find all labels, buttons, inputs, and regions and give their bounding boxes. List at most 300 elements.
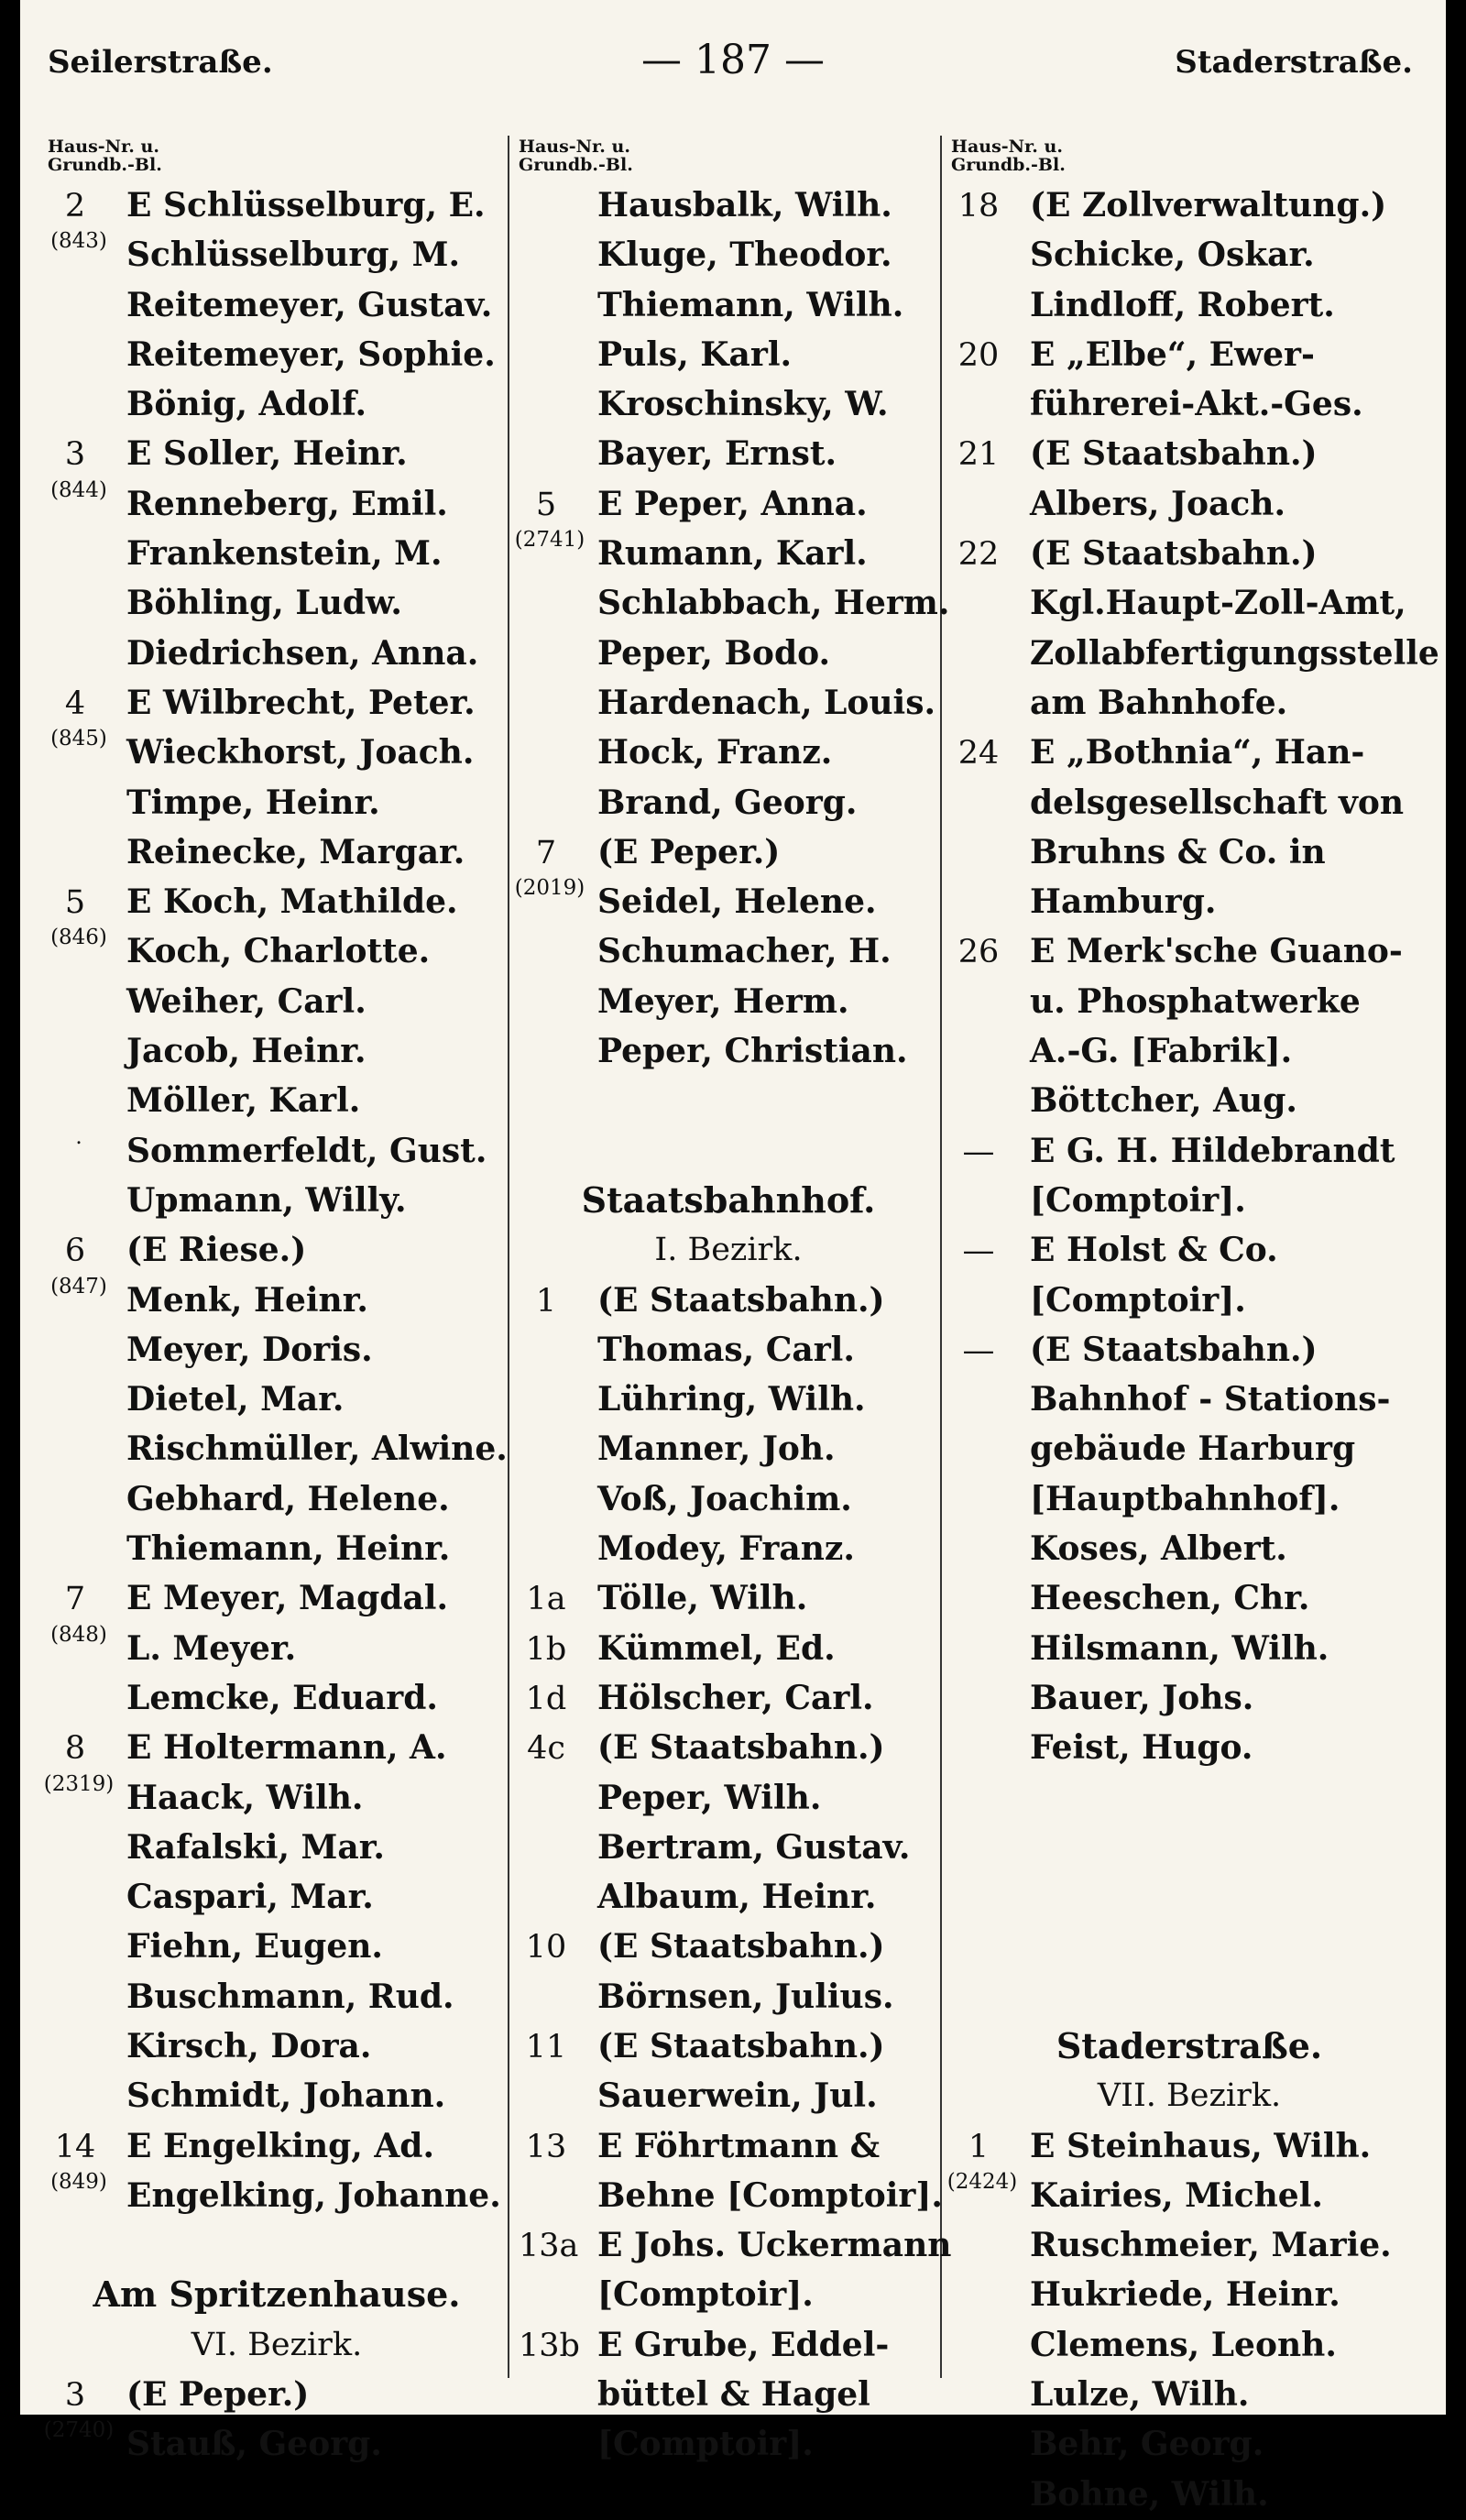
resident-name: A.-G. [Fabrik]. (1030, 1032, 1293, 1071)
entry-row (48, 2371, 506, 2420)
house-number: 8 (64, 1730, 86, 1768)
resident-name: E G. H. Hildebrandt (1030, 1131, 1395, 1170)
resident-name: Timpe, Heinr. (126, 783, 380, 822)
entry-row (48, 1375, 506, 1425)
resident-name: Böhling, Ludw. (126, 584, 402, 623)
resident-name: Zollabfertigungsstelle (1030, 633, 1439, 673)
entry-row (519, 1425, 938, 1474)
resident-name: Menk, Heinr. (126, 1280, 368, 1320)
resident-name: Reitemeyer, Sophie. (126, 334, 496, 374)
resident-name: (E Riese.) (126, 1231, 307, 1270)
entry-row (48, 1622, 506, 1674)
house-number: 1a (526, 1581, 566, 1618)
resident-name: Koch, Charlotte. (126, 932, 431, 971)
resident-name: Hock, Franz. (597, 733, 833, 772)
house-number: 6 (64, 1233, 86, 1270)
entry-row (519, 729, 938, 778)
entry-row (951, 729, 1428, 778)
entry-row (519, 2172, 943, 2221)
land-register-number: (844) (50, 477, 107, 502)
entry-row (519, 1873, 938, 1923)
entry-row (951, 1326, 1428, 1375)
land-register-number: (843) (50, 229, 107, 254)
resident-name: Kümmel, Ed. (597, 1628, 836, 1668)
entry-row (951, 2471, 1428, 2520)
entry-row (951, 828, 1428, 878)
entry-row (519, 1276, 938, 1326)
resident-name: Wieckhorst, Joach. (126, 733, 475, 772)
entry-row (48, 1475, 506, 1525)
land-register-number: (845) (50, 727, 107, 751)
entry-row (48, 430, 506, 479)
column-2 (514, 137, 952, 2471)
entry-row (48, 579, 506, 629)
entry-row (519, 1724, 938, 1773)
resident-name: Schlabbach, Herm. (597, 584, 950, 623)
entry-row (519, 579, 950, 629)
house-number: 7 (535, 834, 557, 871)
resident-name: Brand, Georg. (597, 783, 858, 822)
entry-row (48, 2072, 506, 2121)
house-number: 3 (64, 2377, 86, 2415)
resident-name: Peper, Christian. (597, 1032, 908, 1071)
entry-row (951, 927, 1428, 977)
resident-name: Bohne, Wilh. (1030, 2474, 1269, 2514)
resident-name: Reitemeyer, Gustav. (126, 285, 493, 324)
resident-name: (E Zollverwaltung.) (1030, 186, 1387, 225)
column-header: Haus-Nr. u. Grundb.-Bl. (951, 137, 1066, 175)
column-3 (946, 137, 1439, 2520)
entry-row (951, 878, 1428, 927)
resident-name: [Comptoir]. (597, 2275, 814, 2315)
entry-row (951, 679, 1428, 729)
resident-name: Renneberg, Emil. (126, 484, 448, 523)
house-number: 22 (957, 536, 1000, 574)
house-number: — (962, 1331, 995, 1369)
entry-row (48, 1674, 506, 1724)
resident-name: Peper, Bodo. (597, 633, 831, 673)
entry-row (951, 579, 1428, 629)
entry-row (48, 281, 506, 331)
resident-name: Voß, Joachim. (597, 1479, 852, 1518)
entry-row (514, 876, 938, 927)
house-number: 26 (957, 934, 1000, 971)
land-register-number: (2019) (514, 876, 585, 901)
blank-line (519, 1127, 938, 1177)
resident-name: Kgl.Haupt-Zoll-Amt, (1030, 584, 1406, 623)
entry-row (951, 331, 1428, 380)
land-register-number: (2319) (43, 1771, 115, 1796)
resident-name: Reinecke, Margar. (126, 832, 465, 871)
resident-name: (E Staatsbahn.) (597, 2026, 885, 2065)
entry-row (951, 2271, 1428, 2320)
resident-name: Bayer, Ernst. (597, 434, 837, 474)
resident-name: Gebhard, Helene. (126, 1479, 450, 1518)
house-number: — (962, 1133, 995, 1170)
entry-row (48, 477, 506, 530)
entry-row (519, 380, 938, 430)
entry-row (519, 281, 938, 331)
entry-row (519, 978, 938, 1027)
resident-name: Dietel, Mar. (126, 1380, 345, 1419)
resident-name: E Koch, Mathilde. (126, 882, 458, 922)
resident-name: Thomas, Carl. (597, 1330, 855, 1369)
column-divider (940, 136, 942, 2378)
resident-name: E „Elbe“, Ewer- (1030, 334, 1315, 374)
entry-row (951, 2221, 1428, 2271)
entry-row (951, 1475, 1428, 1525)
land-register-number: (2740) (43, 2418, 115, 2443)
resident-name: Thiemann, Heinr. (126, 1529, 451, 1569)
entry-row (951, 1027, 1428, 1077)
house-number: 11 (525, 2028, 567, 2065)
entry-row (951, 1276, 1428, 1326)
resident-name: Diedrichsen, Anna. (126, 633, 479, 673)
column-header: Haus-Nr. u. Grundb.-Bl. (519, 137, 633, 175)
resident-name: Schlüsselburg, M. (126, 236, 460, 275)
entry-row (519, 480, 938, 530)
resident-name: E Wilbrecht, Peter. (126, 683, 476, 722)
resident-name: Böttcher, Aug. (1030, 1081, 1297, 1121)
resident-name: Behne [Comptoir]. (597, 2175, 943, 2215)
entry-row (951, 1425, 1428, 1474)
resident-name: [Hauptbahnhof]. (1030, 1479, 1340, 1518)
entry-row (951, 978, 1428, 1027)
entry-row (48, 231, 506, 280)
resident-name: Seidel, Helene. (597, 882, 877, 922)
entry-row (951, 1724, 1428, 1773)
resident-name: (E Peper.) (126, 2375, 310, 2415)
blank-line (951, 1973, 1428, 2022)
resident-name: am Bahnhofe. (1030, 683, 1288, 722)
entry-row (519, 2371, 938, 2420)
entry-row (951, 630, 1439, 679)
entry-row (951, 2321, 1428, 2371)
entry-row (519, 430, 938, 479)
resident-name: Möller, Karl. (126, 1081, 361, 1121)
running-header-right: Staderstraße. (1175, 44, 1413, 81)
entry-row (48, 1226, 506, 1276)
entry-row (946, 2169, 1428, 2221)
resident-name: Kirsch, Dora. (126, 2026, 372, 2065)
entry-row (519, 1326, 938, 1375)
land-register-number: (847) (50, 1274, 107, 1298)
resident-name: [Comptoir]. (1030, 1280, 1246, 1320)
resident-name: Lindloff, Robert. (1030, 285, 1335, 324)
blank-line (951, 1824, 1428, 1873)
land-register-number: (848) (50, 1622, 107, 1647)
entry-row (519, 331, 938, 380)
resident-name: u. Phosphatwerke (1030, 981, 1361, 1021)
house-number: 7 (64, 1581, 86, 1618)
entry-row (48, 1177, 506, 1226)
entry-row (48, 1276, 506, 1326)
entry-row (951, 530, 1428, 579)
entry-row (519, 1625, 938, 1674)
entry-row (48, 1425, 506, 1474)
resident-name: Feist, Hugo. (1030, 1728, 1253, 1768)
resident-name: E Föhrtmann & (597, 2126, 881, 2165)
entry-row (48, 978, 506, 1027)
resident-name: (E Staatsbahn.) (597, 1280, 885, 1320)
running-header-left: Seilerstraße. (48, 44, 273, 81)
resident-name: Jacob, Heinr. (126, 1032, 366, 1071)
entry-row (519, 1674, 938, 1724)
resident-name: delsgesellschaft von (1030, 783, 1405, 822)
entry-row (951, 430, 1428, 479)
district-label: VII. Bezirk. (1097, 2077, 1282, 2115)
entry-row (48, 679, 506, 729)
entry-row (519, 2221, 952, 2271)
resident-name: E Peper, Anna. (597, 484, 868, 523)
resident-name: Kroschinsky, W. (597, 385, 889, 424)
resident-name: Upmann, Willy. (126, 1180, 407, 1220)
land-register-number: (2741) (514, 528, 585, 553)
entry-row (519, 1525, 938, 1574)
resident-name: Koses, Albert. (1030, 1529, 1287, 1569)
resident-name: Engelking, Johanne. (126, 2175, 501, 2215)
resident-name: E Engelking, Ad. (126, 2126, 435, 2165)
entry-row (48, 2169, 506, 2221)
resident-name: Clemens, Leonh. (1030, 2325, 1337, 2364)
resident-name: Modey, Franz. (597, 1529, 855, 1569)
resident-name: Hamburg. (1030, 882, 1217, 922)
house-number: 24 (957, 735, 1000, 772)
entry-row (519, 2271, 938, 2320)
entry-row (951, 1177, 1428, 1226)
resident-name: Sommerfeldt, Gust. (126, 1131, 487, 1170)
resident-name: Schmidt, Johann. (126, 2076, 446, 2116)
entry-row (48, 1923, 506, 1972)
entry-row (519, 1574, 938, 1624)
resident-name: führerei-Akt.-Ges. (1030, 385, 1363, 424)
entry-row (519, 1774, 938, 1824)
resident-name: E Johs. Uckermann (597, 2226, 952, 2265)
house-number: 1b (525, 1630, 567, 1668)
resident-name: E „Bothnia“, Han- (1030, 733, 1365, 772)
resident-name: (E Staatsbahn.) (1030, 1330, 1318, 1369)
page-number: — 187 — (641, 37, 825, 83)
house-number: 4 (64, 685, 86, 722)
blank-line (951, 1923, 1428, 1972)
entry-row (519, 2072, 938, 2121)
entry-row (48, 2122, 506, 2172)
entry-row (519, 2420, 938, 2470)
resident-name: E Merk'sche Guano- (1030, 932, 1403, 971)
resident-name: Lühring, Wilh. (597, 1380, 866, 1419)
entry-row (43, 2418, 506, 2470)
resident-name: Hausbalk, Wilh. (597, 186, 892, 225)
entry-row (48, 530, 506, 579)
entry-row (48, 1525, 506, 1574)
blank-line (519, 1077, 938, 1126)
resident-name: Heeschen, Chr. (1030, 1579, 1310, 1618)
resident-name: E Schlüsselburg, E. (126, 186, 486, 225)
land-register-number: (849) (50, 2169, 107, 2194)
entry-row (951, 2371, 1428, 2420)
entry-row (48, 1824, 506, 1873)
resident-name: Rafalski, Mar. (126, 1827, 385, 1867)
resident-name: [Comptoir]. (597, 2425, 814, 2464)
resident-name: Meyer, Herm. (597, 981, 849, 1021)
street-heading: Staderstraße. (1056, 2024, 1323, 2066)
entry-row (43, 1771, 506, 1824)
house-number: 4c (527, 1730, 565, 1768)
entry-row (951, 1127, 1428, 1177)
entry-row (48, 779, 506, 828)
entry-row (951, 480, 1428, 530)
resident-name: Buschmann, Rud. (126, 1977, 454, 2016)
house-number: 21 (957, 436, 1000, 474)
directory-page (20, 0, 1446, 2514)
entry-row (48, 1724, 506, 1773)
resident-name: Hölscher, Carl. (597, 1678, 874, 1717)
resident-name: Thiemann, Wilh. (597, 285, 904, 324)
entry-row (519, 231, 938, 280)
land-register-number: (846) (50, 926, 107, 950)
entry-row (48, 1326, 506, 1375)
column-header: Haus-Nr. u. Grundb.-Bl. (48, 137, 162, 175)
street-heading: Staatsbahnhof. (581, 1178, 876, 1221)
resident-name: E Meyer, Magdal. (126, 1579, 449, 1618)
resident-name: Puls, Karl. (597, 334, 793, 374)
resident-name: E Steinhaus, Wilh. (1030, 2126, 1372, 2165)
resident-name: Hukriede, Heinr. (1030, 2275, 1340, 2315)
entry-row (951, 1077, 1428, 1126)
blank-line (951, 1774, 1428, 1824)
resident-name: Weiher, Carl. (126, 981, 366, 1021)
resident-name: Rumann, Karl. (597, 534, 868, 574)
entry-row (519, 181, 938, 231)
resident-name: (E Staatsbahn.) (1030, 534, 1318, 574)
entry-row (519, 779, 938, 828)
house-number: 1d (525, 1680, 567, 1717)
resident-name: Börnsen, Julius. (597, 1977, 894, 2016)
resident-name: Frankenstein, M. (126, 534, 443, 574)
house-number: 2 (64, 188, 86, 225)
entry-row (48, 630, 506, 679)
resident-name: Schicke, Oskar. (1030, 236, 1315, 275)
resident-name: E Holst & Co. (1030, 1231, 1278, 1270)
house-number: 13b (519, 2327, 580, 2364)
resident-name: [Comptoir]. (1030, 1180, 1246, 1220)
entry-row (519, 1475, 938, 1525)
resident-name: gebäude Harburg (1030, 1430, 1356, 1469)
column-1 (43, 137, 508, 2471)
entry-row (48, 927, 506, 977)
entry-row (951, 1574, 1428, 1624)
entry-row (519, 1973, 938, 2022)
entry-row (951, 1674, 1428, 1724)
entry-row (519, 2122, 938, 2172)
entry-row (48, 2022, 506, 2072)
resident-name: Albers, Joach. (1030, 484, 1285, 523)
column-divider (508, 136, 509, 2378)
entry-row (48, 1077, 506, 1126)
entry-row (519, 1824, 938, 1873)
resident-name: E Grube, Eddel- (597, 2325, 890, 2364)
entry-row (48, 878, 506, 927)
resident-name: Ruschmeier, Marie. (1030, 2226, 1392, 2265)
house-number: 1 (968, 2128, 990, 2165)
entry-row (951, 1226, 1428, 1276)
entry-row (48, 1973, 506, 2022)
entry-row (519, 1027, 938, 1077)
resident-name: (E Peper.) (597, 832, 781, 871)
entry-row (951, 1625, 1428, 1674)
entry-row (519, 679, 938, 729)
resident-name: E Holtermann, A. (126, 1728, 447, 1768)
house-number: 5 (535, 486, 557, 523)
resident-name: Manner, Joh. (597, 1430, 836, 1469)
house-number: 20 (957, 336, 1000, 374)
resident-name: Kairies, Michel. (1030, 2175, 1323, 2215)
entry-row (514, 528, 938, 579)
resident-name: Bruhns & Co. in (1030, 832, 1326, 871)
house-number: 1 (535, 1282, 557, 1320)
resident-name: Behr, Georg. (1030, 2425, 1264, 2464)
house-number: — (962, 1233, 995, 1270)
entry-row (951, 779, 1428, 828)
resident-name: Lemcke, Eduard. (126, 1678, 438, 1717)
resident-name: Peper, Wilh. (597, 1778, 822, 1817)
district-label: I. Bezirk. (654, 1232, 803, 1269)
resident-name: Kluge, Theodor. (597, 236, 892, 275)
entry-row (48, 181, 506, 231)
resident-name: Bahnhof - Stations- (1030, 1380, 1391, 1419)
resident-name: (E Staatsbahn.) (1030, 434, 1318, 474)
entry-row (519, 1923, 938, 1972)
entry-row (48, 1027, 506, 1077)
resident-name: Schumacher, H. (597, 932, 892, 971)
entry-row (951, 2420, 1428, 2470)
resident-name: Hardenach, Louis. (597, 683, 936, 722)
entry-row (519, 2321, 938, 2371)
resident-name: E Soller, Heinr. (126, 434, 408, 474)
resident-name: Lulze, Wilh. (1030, 2375, 1250, 2415)
resident-name: Meyer, Doris. (126, 1330, 373, 1369)
entry-row (48, 380, 506, 430)
house-number: 13 (525, 2128, 567, 2165)
house-number: 13a (519, 2228, 579, 2265)
entry-row (951, 1525, 1428, 1574)
resident-name: (E Staatsbahn.) (597, 1728, 885, 1768)
resident-name: Caspari, Mar. (126, 1878, 374, 1917)
entry-row (951, 281, 1428, 331)
entry-row (519, 1375, 938, 1425)
entry-row (951, 231, 1428, 280)
entry-row (48, 1574, 506, 1624)
entry-row (48, 1873, 506, 1923)
blank-line (951, 1873, 1428, 1923)
resident-name: Hilsmann, Wilh. (1030, 1628, 1329, 1668)
entry-row (48, 1124, 506, 1177)
entry-row (48, 729, 506, 778)
house-number: 18 (957, 188, 1000, 225)
street-heading: Am Spritzenhause. (93, 2273, 461, 2316)
entry-row (519, 828, 938, 878)
resident-name: Bauer, Johs. (1030, 1678, 1254, 1717)
resident-name: L. Meyer. (126, 1628, 297, 1668)
resident-name: büttel & Hagel (597, 2375, 870, 2415)
resident-name: Fiehn, Eugen. (126, 1927, 383, 1967)
house-number: 10 (525, 1929, 567, 1967)
resident-name: Bönig, Adolf. (126, 385, 367, 424)
entry-row (951, 181, 1428, 231)
resident-name: Tölle, Wilh. (597, 1579, 808, 1618)
entry-row (951, 380, 1428, 430)
resident-name: Rischmüller, Alwine. (126, 1430, 508, 1469)
